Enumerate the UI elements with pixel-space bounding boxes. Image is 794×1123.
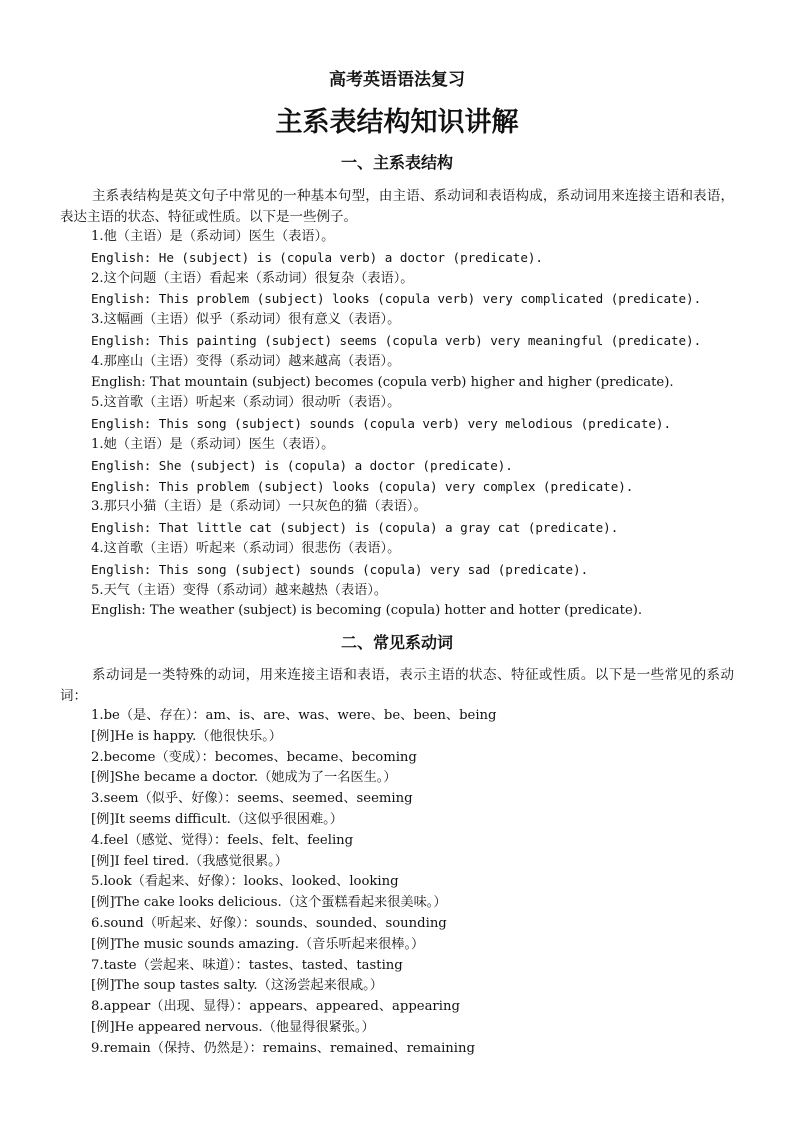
text-line: English: This painting (subject) seems (copula verb) very meaningful (predicate). [91, 332, 702, 348]
section-heading-2: 二、常见系动词 [340, 633, 453, 652]
document-title: 主系表结构知识讲解 [275, 107, 519, 138]
text-line: 5.天气（主语）变得（系动词）越来越热（表语）。 [91, 582, 388, 598]
text-line: English: That little cat (subject) is (copula) a gray cat (predicate). [91, 520, 619, 536]
text-line: English: The weather (subject) is becoming (copula) hotter and hotter (predicate). [91, 603, 643, 619]
text-line: English: This song (subject) sounds (copula verb) very melodious (predicate). [91, 416, 671, 432]
text-line: 1.他（主语）是（系动词）医生（表语）。 [91, 229, 335, 244]
text-line: 4.feel（感觉、觉得）：feels、felt、feeling [91, 832, 354, 848]
text-line: 7.taste（尝起来、味道）：tastes、tasted、tasting [91, 957, 403, 973]
text-line: 5.这首歌（主语）听起来（系动词）很动听（表语）。 [91, 395, 401, 411]
text-line: 9.remain（保持、仍然是）：remains、remained、remaining [91, 1040, 475, 1056]
text-line: English: This song (subject) sounds (copula) very sad (predicate). [91, 561, 589, 577]
text-line: [例]The cake looks delicious.（这个蛋糕看起来很美味。） [91, 895, 447, 911]
document-subtitle: 高考英语语法复习 [329, 70, 465, 90]
text-line: [例]The soup tastes salty.（这汤尝起来很咸。） [91, 978, 383, 994]
text-line: [例]I feel tired.（我感觉很累。） [91, 853, 288, 869]
text-line: English: This problem (subject) looks (copula verb) very complicated (predicate). [91, 291, 702, 307]
text-line: English: That mountain (subject) becomes (copula verb) higher and higher (predicate). [91, 374, 674, 390]
text-line: English: He (subject) is (copula verb) a doctor (predicate). [91, 249, 543, 265]
text-line: [例]It seems difficult.（这似乎很困难。） [91, 811, 343, 827]
example-list-1 [91, 227, 751, 622]
text-line: 3.那只小猫（主语）是（系动词）一只灰色的猫（表语）。 [91, 499, 427, 515]
section-intro-2: 系动词是一类特殊的动词，用来连接主语和表语，表示主语的状态、特征或性质。以下是一些常见的系动词： [60, 667, 734, 704]
text-line: 3.seem（似乎、好像）：seems、seemed、seeming [91, 791, 413, 807]
text-line: 3.这幅画（主语）似乎（系动词）很有意义（表语）。 [91, 312, 401, 328]
text-line: 1.be（是、存在）：am、is、are、was、were、be、been、being [91, 708, 497, 723]
text-line: 2.become（变成）：becomes、became、becoming [91, 749, 417, 765]
text-line: [例]He is happy.（他很快乐。） [91, 728, 282, 744]
text-line: English: This problem (subject) looks (copula) very complex (predicate). [91, 478, 634, 494]
text-line: 4.那座山（主语）变得（系动词）越来越高（表语）。 [91, 353, 401, 369]
text-line: 8.appear（出现、显得）：appears、appeared、appearing [91, 999, 460, 1015]
section-intro-1: 主系表结构是英文句子中常见的一种基本句型，由主语、系动词和表语构成，系动词用来连接主语和表语，表达主语的状态、特征或性质。以下是一些例子。 [60, 188, 734, 225]
text-line: 6.sound（听起来、好像）：sounds、sounded、sounding [91, 915, 447, 931]
text-line: 2.这个问题（主语）看起来（系动词）很复杂（表语）。 [91, 270, 414, 286]
section-heading-1: 一、主系表结构 [340, 153, 453, 172]
text-line: English: She (subject) is (copula) a doctor (predicate). [91, 457, 513, 473]
text-line: 5.look（看起来、好像）：looks、looked、looking [91, 874, 399, 890]
text-line: [例]He appeared nervous.（他显得很紧张。） [91, 1019, 375, 1035]
text-line: 1.她（主语）是（系动词）医生（表语）。 [91, 436, 335, 452]
example-list-2 [91, 706, 751, 1060]
text-line: [例]She became a doctor.（她成为了一名医生。） [91, 770, 397, 786]
text-line: [例]The music sounds amazing.（音乐听起来很棒。） [91, 936, 425, 952]
text-line: 4.这首歌（主语）听起来（系动词）很悲伤（表语）。 [91, 540, 401, 556]
